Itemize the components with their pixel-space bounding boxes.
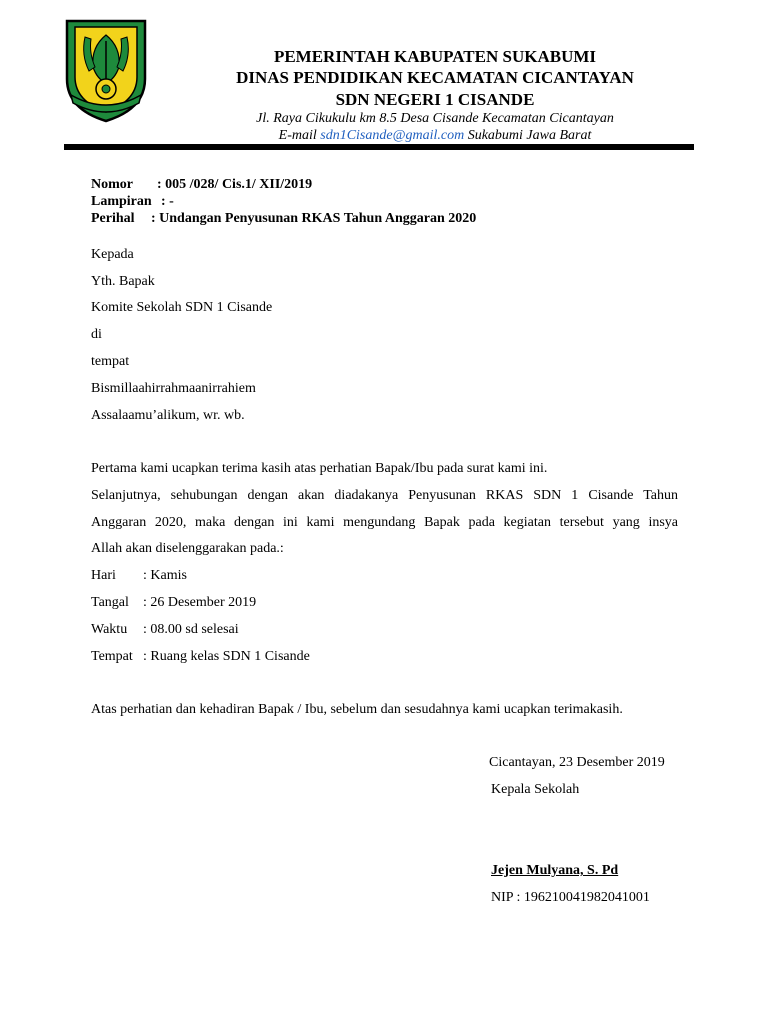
body-paragraph-2-line-3: Allah akan diselenggarakan pada.:	[91, 541, 284, 556]
letterhead-divider	[64, 144, 694, 150]
schedule-label: Tempat	[91, 649, 133, 664]
body-paragraph-2-line-2: Anggaran 2020, maka dengan ini kami mengundang Bapak pada kegiatan tersebut yang insya	[91, 515, 678, 530]
body-paragraph-1: Pertama kami ucapkan terima kasih atas perhatian Bapak/Ibu pada surat kami ini.	[91, 461, 548, 476]
signature-nip: NIP : 196210041982041001	[491, 890, 650, 905]
schedule-value: : Kamis	[143, 568, 187, 583]
closing-paragraph: Atas perhatian dan kehadiran Bapak / Ibu, sebelum dan sesudahnya kami ucapkan terimakasih.	[91, 702, 623, 717]
regency-emblem-icon	[63, 17, 149, 123]
letterhead-contact	[150, 127, 720, 145]
recipient-kepada: Kepada	[91, 247, 134, 262]
recipient-tempat: tempat	[91, 354, 130, 369]
perihal-value: : Undangan Penyusunan RKAS Tahun Anggaran 2020	[151, 211, 477, 226]
perihal-label: Perihal	[91, 211, 135, 226]
body-paragraph-2-line-1: Selanjutnya, sehubungan dengan akan diadakanya Penyusunan RKAS SDN 1 Cisande Tahun	[91, 488, 678, 503]
schedule-row	[91, 621, 239, 639]
meta-perihal	[91, 210, 476, 228]
lampiran-value: : -	[161, 194, 174, 209]
schedule-row	[91, 648, 310, 666]
schedule-value: : 08.00 sd selesai	[143, 622, 239, 637]
schedule-row	[91, 594, 256, 612]
regency-logo	[63, 17, 149, 123]
letterhead-school: SDN NEGERI 1 CISANDE	[335, 90, 535, 109]
email-link[interactable]: sdn1Cisande@gmail.com	[320, 128, 465, 143]
email-label: E-mail	[278, 128, 317, 143]
lampiran-label: Lampiran	[91, 194, 152, 209]
recipient-di: di	[91, 327, 102, 342]
signature-place-date: Cicantayan, 23 Desember 2019	[489, 755, 665, 770]
letterhead-address: Jl. Raya Cikukulu km 8.5 Desa Cisande Kecamatan Cicantayan	[256, 111, 614, 126]
meta-nomor	[91, 176, 312, 194]
schedule-value: : 26 Desember 2019	[143, 595, 257, 610]
signature-position: Kepala Sekolah	[491, 782, 580, 797]
nomor-label: Nomor	[91, 177, 133, 192]
letterhead-department: DINAS PENDIDIKAN KECAMATAN CICANTAYAN	[236, 68, 634, 87]
schedule-label: Waktu	[91, 622, 128, 637]
signature-name: Jejen Mulyana, S. Pd	[491, 863, 619, 878]
letterhead-government: PEMERINTAH KABUPATEN SUKABUMI	[273, 47, 597, 66]
email-suffix: Sukabumi Jawa Barat	[467, 128, 592, 143]
schedule-label: Hari	[91, 568, 116, 583]
recipient-komite: Komite Sekolah SDN 1 Cisande	[91, 300, 273, 315]
recipient-yth: Yth. Bapak	[91, 274, 155, 289]
opening-bismillah: Bismillaahirrahmaanirrahiem	[91, 381, 256, 396]
opening-salam: Assalaamu’alikum, wr. wb.	[91, 408, 245, 423]
schedule-row	[91, 567, 187, 585]
schedule-value: : Ruang kelas SDN 1 Cisande	[143, 649, 310, 664]
meta-lampiran	[91, 193, 174, 211]
nomor-value: : 005 /028/ Cis.1/ XII/2019	[157, 177, 313, 192]
schedule-label: Tangal	[91, 595, 129, 610]
